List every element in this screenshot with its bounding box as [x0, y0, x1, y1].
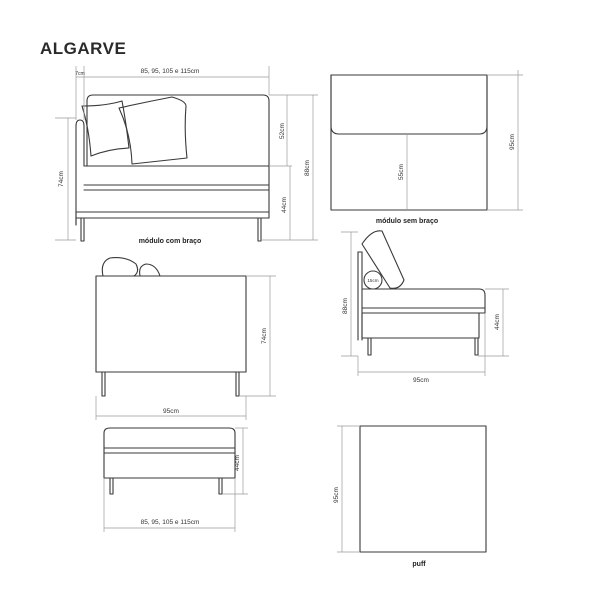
pillow-icon: [102, 258, 137, 276]
side-depth-label: 95cm: [413, 377, 429, 384]
page-title: ALGARVE: [40, 39, 127, 58]
cushion-label: 15cm: [367, 278, 379, 283]
pouf-height-label: 44cm: [234, 455, 241, 471]
arm-height-label: 74cm: [58, 171, 65, 187]
pouf-width-label: 85, 95, 105 e 115cm: [140, 519, 200, 526]
seat-height-label: 44cm: [281, 197, 288, 213]
pillow-icon: [119, 97, 187, 164]
module-arm-caption: módulo com braço: [138, 238, 202, 245]
module-arm-front-view: [55, 66, 318, 245]
pouf-caption: puff: [412, 561, 426, 568]
back-width-label: 95cm: [163, 408, 179, 415]
back-view: [96, 258, 276, 420]
pouf-top-view: [333, 426, 486, 568]
pillow-icon: [140, 264, 160, 276]
module-no-arm-caption: módulo sem braço: [375, 218, 439, 225]
depth-label: 95cm: [509, 134, 516, 150]
side-view: [341, 231, 509, 384]
width-label: 85, 95, 105 e 115cm: [140, 68, 200, 75]
module-no-arm-top-view: [331, 70, 523, 225]
pouf-depth-label: 95cm: [333, 487, 340, 503]
side-total-height-label: 88cm: [342, 298, 349, 314]
seat-depth-label: 55cm: [398, 164, 405, 180]
back-height-label: 74cm: [261, 328, 268, 344]
back-height-label: 52cm: [279, 123, 286, 139]
pillow-icon: [82, 101, 129, 156]
arm-width-label: 7cm: [75, 71, 85, 77]
pouf-front-view: [104, 428, 248, 532]
total-height-label: 88cm: [304, 160, 311, 176]
side-seat-height-label: 44cm: [494, 314, 501, 330]
